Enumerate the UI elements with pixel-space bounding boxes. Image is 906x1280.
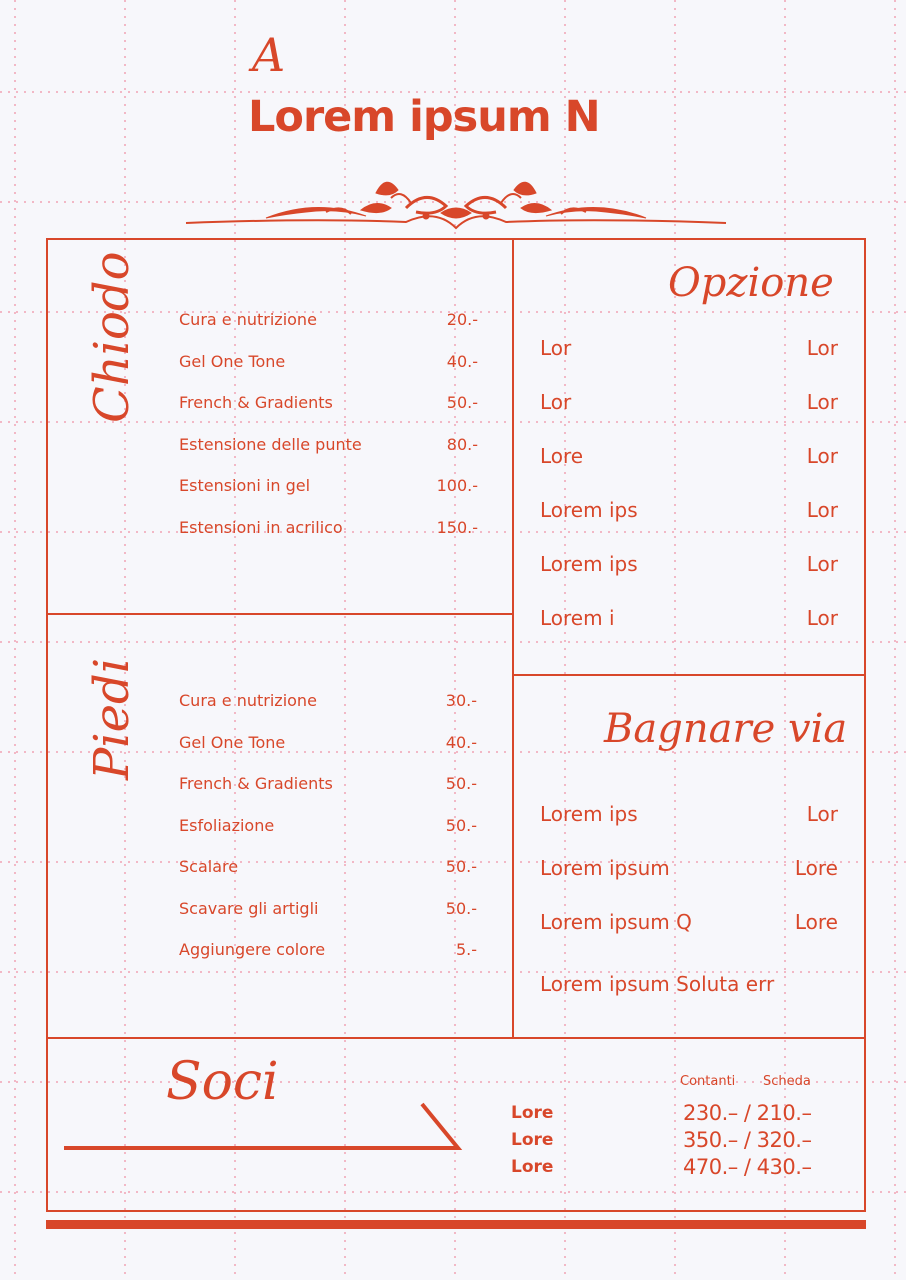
piedi-item — [179, 816, 477, 835]
col-card-label: Scheda — [763, 1074, 811, 1089]
chiodo-item — [179, 435, 478, 454]
piedi-item-price: 50.- — [445, 857, 477, 876]
opzione-item-name: Lorem ips — [540, 498, 638, 522]
floral-ornament — [176, 168, 736, 238]
chiodo-item-name: Estensione delle punte — [179, 434, 362, 454]
piedi-item-name: Aggiungere colore — [179, 940, 326, 959]
opzione-item-name: Lor — [540, 336, 572, 360]
piedi-heading: Piedi — [84, 657, 140, 780]
piedi-item-price: 50.- — [445, 774, 477, 793]
chiodo-item — [179, 352, 478, 371]
chiodo-item — [179, 518, 478, 537]
opzione-item-name: Lore — [540, 444, 584, 468]
bagnare-item — [540, 856, 838, 880]
bottom-bar — [46, 1220, 866, 1229]
bagnare-note: Lorem ipsum Soluta err — [540, 972, 775, 996]
opzione-item — [540, 336, 838, 360]
piedi-item-name: Scalare — [179, 857, 239, 876]
bagnare-item-name: Lorem ips — [540, 802, 638, 826]
bagnare-item — [540, 802, 838, 826]
opzione-item-price: Lor — [806, 498, 838, 522]
opzione-item — [540, 606, 838, 630]
chiodo-item-name: French & Gradients — [179, 393, 333, 412]
opzione-item-price: Lor — [806, 336, 838, 360]
opzione-item-name: Lorem i — [540, 606, 615, 630]
page-title: Lorem ipsum N — [248, 92, 600, 142]
opzione-item — [540, 498, 838, 522]
soci-row-label: Lore — [511, 1103, 554, 1123]
opzione-item-price: Lor — [806, 390, 838, 414]
chiodo-item-price: 50.- — [446, 393, 478, 412]
opzione-item-name: Lor — [540, 390, 572, 414]
chiodo-item — [179, 310, 478, 329]
piedi-item-name: Cura e nutrizione — [179, 691, 317, 710]
chiodo-item-name: Estensioni in acrilico — [179, 517, 343, 537]
opzione-item — [540, 390, 838, 414]
monogram: A — [252, 28, 286, 82]
chiodo-item-price: 100.- — [436, 476, 478, 495]
piedi-item-name: Scavare gli artigli — [179, 898, 319, 918]
piedi-item-name: French & Gradients — [179, 774, 333, 793]
bagnare-item-price: Lore — [794, 856, 838, 880]
chiodo-item-price: 150.- — [436, 517, 478, 537]
piedi-item-price: 50.- — [445, 898, 477, 918]
bagnare-item-price: Lore — [794, 910, 838, 934]
chiodo-heading: Chiodo — [84, 251, 140, 423]
opzione-heading: Opzione — [668, 260, 834, 306]
piedi-item-price: 5.- — [455, 940, 477, 959]
opzione-item-price: Lor — [806, 606, 838, 630]
chiodo-item-name: Cura e nutrizione — [179, 310, 317, 329]
piedi-item — [179, 774, 477, 793]
soci-row-prices: 470.– / 430.– — [683, 1155, 812, 1179]
piedi-item — [179, 857, 477, 876]
soci-row-prices: 230.– / 210.– — [683, 1101, 812, 1125]
piedi-item — [179, 691, 477, 710]
piedi-item-price: 50.- — [445, 815, 477, 835]
piedi-item-price: 40.- — [445, 732, 477, 752]
opzione-item — [540, 444, 838, 468]
piedi-item-price: 30.- — [445, 691, 477, 710]
bagnare-item-price: Lor — [806, 802, 838, 826]
bagnare-item — [540, 910, 838, 934]
arrow-line — [62, 1100, 472, 1160]
opzione-item — [540, 552, 838, 576]
chiodo-item-price: 20.- — [446, 310, 478, 329]
opzione-item-price: Lor — [806, 552, 838, 576]
bagnare-item-name: Lorem ipsum — [540, 856, 670, 880]
piedi-item — [179, 940, 477, 959]
chiodo-item-price: 40.- — [446, 351, 478, 371]
piedi-item — [179, 899, 477, 918]
soci-heading: Soci — [166, 1052, 279, 1112]
chiodo-item — [179, 476, 478, 495]
opzione-item-price: Lor — [806, 444, 838, 468]
chiodo-item — [179, 393, 478, 412]
soci-row-label: Lore — [511, 1130, 554, 1150]
chiodo-item-name: Estensioni in gel — [179, 476, 311, 495]
bagnare-item-name: Lorem ipsum Q — [540, 910, 692, 934]
piedi-item-name: Esfoliazione — [179, 815, 275, 835]
piedi-item-name: Gel One Tone — [179, 732, 286, 752]
piedi-item — [179, 733, 477, 752]
bagnare-heading: Bagnare via — [604, 706, 848, 752]
chiodo-item-price: 80.- — [446, 434, 478, 454]
col-cash-label: Contanti — [680, 1074, 736, 1089]
opzione-item-name: Lorem ips — [540, 552, 638, 576]
soci-row-prices: 350.– / 320.– — [683, 1128, 812, 1152]
soci-row-label: Lore — [511, 1157, 554, 1177]
chiodo-item-name: Gel One Tone — [179, 351, 286, 371]
